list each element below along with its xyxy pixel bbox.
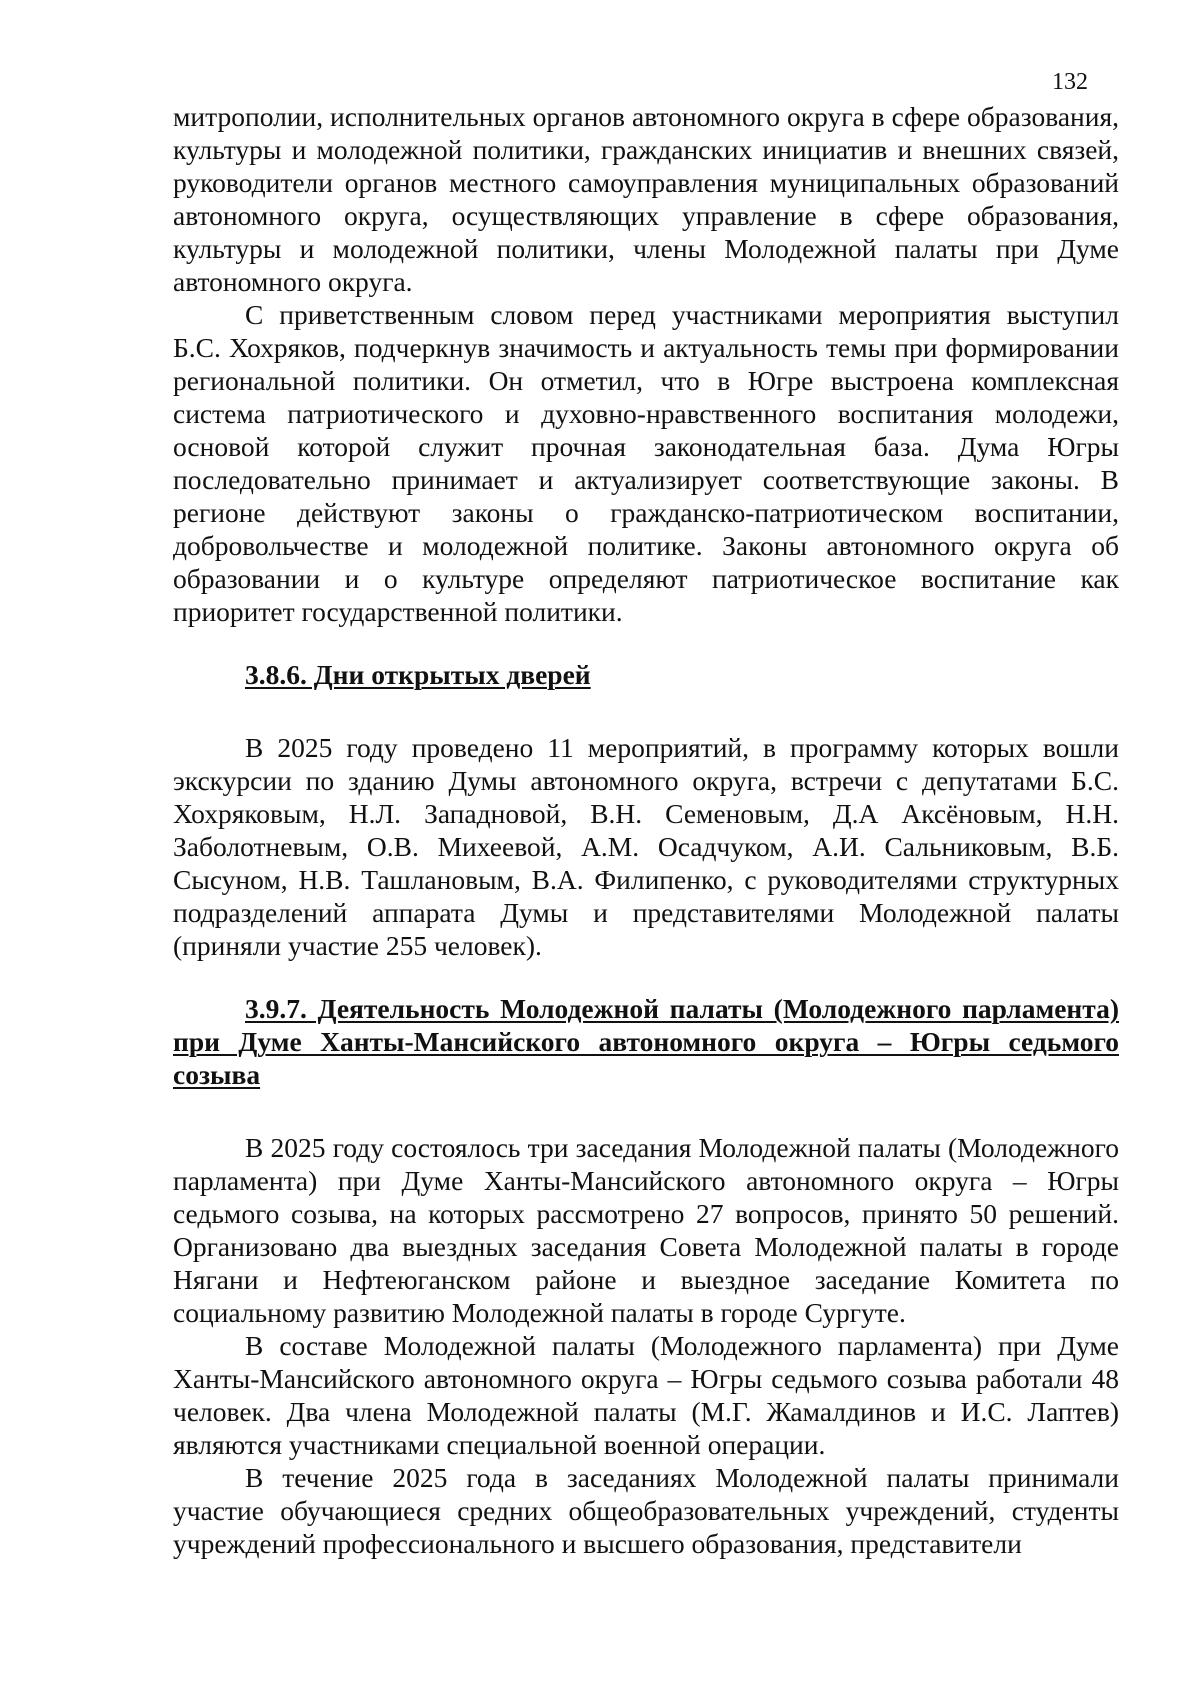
section-heading-open-days: 3.8.6. Дни открытых дверей [245,659,591,690]
paragraph-open-days: В 2025 году проведено 11 мероприятий, в программу которых вошли экскурсии по зданию Думы автономного округа, встречи с депутатами Б.С. Хохряковым, Н.Л. Западновой, В.Н. Семеновым, Д.А Аксёновым, Н.Н. Заболотневым, О.В. Михеевой, А.М. Осадчуком, А.И. Сальниковым, В.Б. Сысуном, Н.В. Ташлановым, В.А. Филипенко, с руководителями структурных подразделений аппарата Думы и представителями Молодежной палаты (приняли участие 255 человек). [173,732,1119,961]
paragraph-youth-chamber-sessions: В 2025 году состоялось три заседания Молодежной палаты (Молодежного парламента) при Думе Ханты-Мансийского автономного округа – Югры седьмого созыва, на которых рассмотрено 27 вопросов, принято 50 решений. Организовано два выездных заседания Совета Молодежной палаты в городе Нягани и Нефтеюганском районе и выездное заседание Комитета по социальному развитию Молодежной палаты в городе Сургуте. [173,1132,1119,1328]
section-heading-youth-chamber: 3.9.7. Деятельность Молодежной палаты (Молодежного парламента) при Думе Ханты-Мансийского автономного округа – Югры седьмого созыва [173,993,1119,1090]
paragraph-welcome-speech: С приветственным словом перед участниками мероприятия выступил Б.С. Хохряков, подчеркнув значимость и актуальность темы при формировании региональной политики. Он отметил, что в Югре выстроена комплексная система патриотического и духовно-нравственного воспитания молодежи, основой которой служит прочная законодательная база. Дума Югры последовательно принимает и актуализирует соответствующие законы. В регионе действуют законы о гражданско-патриотическом воспитании, добровольчестве и молодежной политике. Законы автономного округа об образовании и о культуре определяют патриотическое воспитание как приоритет государственной политики. [173,299,1119,627]
document-body [173,100,1119,1560]
paragraph-continuation: митрополии, исполнительных органов автономного округа в сфере образования, культуры и молодежной политики, гражданских инициатив и внешних связей, руководители органов местного самоуправления муниципальных образований автономного округа, осуществляющих управление в сфере образования, культуры и молодежной политики, члены Молодежной палаты при Думе автономного округа. [173,101,1119,297]
paragraph-youth-chamber-members: В составе Молодежной палаты (Молодежного парламента) при Думе Ханты-Мансийского автономного округа – Югры седьмого созыва работали 48 человек. Два члена Молодежной палаты (М.Г. Жамалдинов и И.С. Лаптев) являются участниками специальной военной операции. [173,1330,1119,1460]
paragraph-youth-chamber-participants: В течение 2025 года в заседаниях Молодежной палаты принимали участие обучающиеся средних общеобразовательных учреждений, студенты учреждений профессионального и высшего образования, представители [173,1462,1119,1559]
page-number: 132 [1052,69,1088,95]
